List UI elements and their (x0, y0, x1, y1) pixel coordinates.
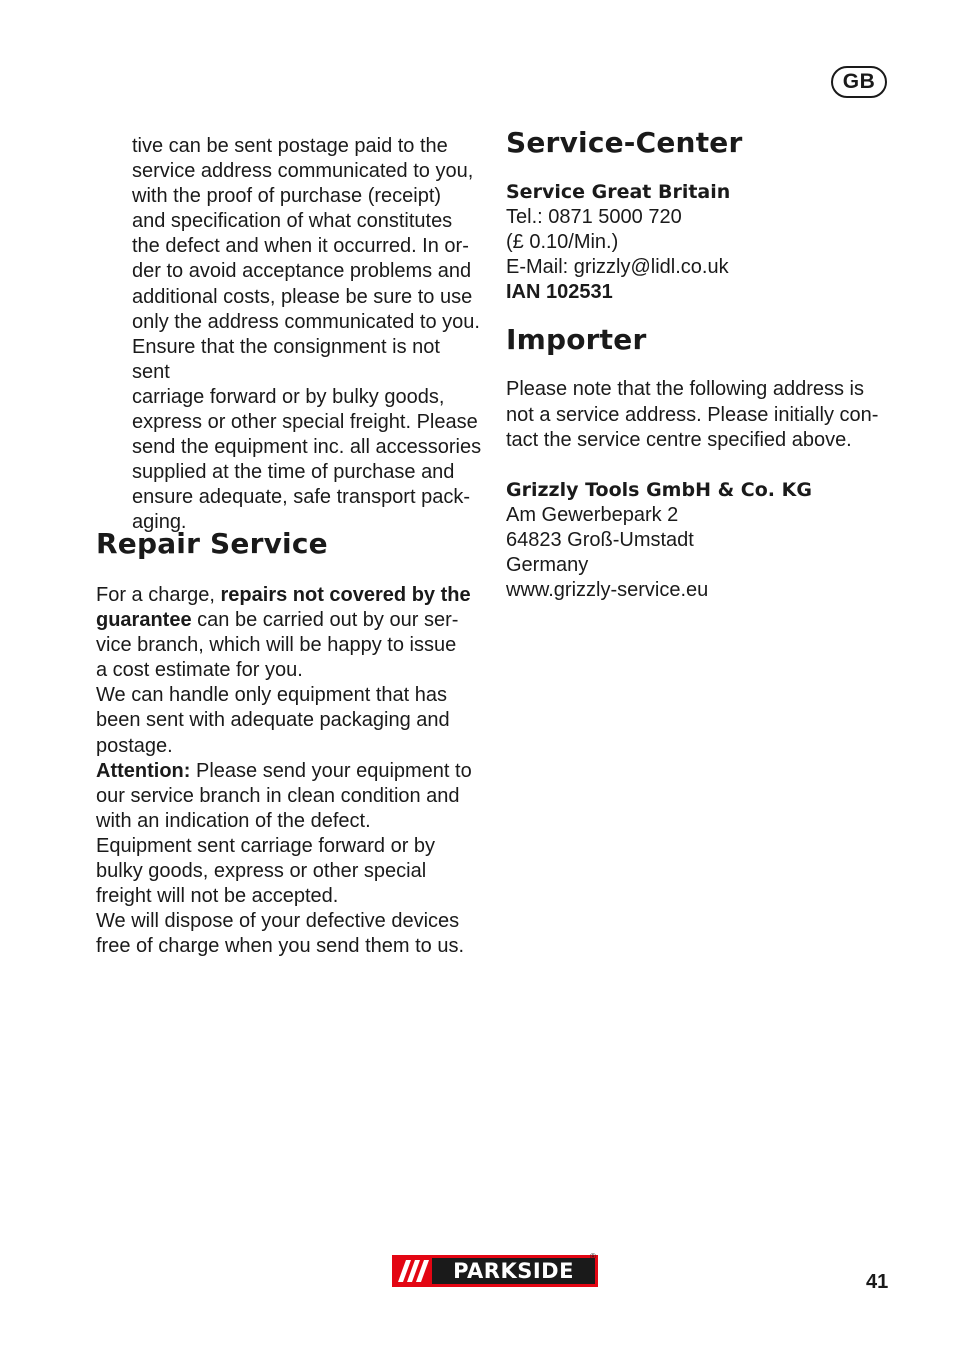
text-line: der to avoid acceptance problems and (132, 260, 472, 283)
text-line: We will dispose of your defective devices (96, 910, 460, 933)
repair-service-heading: Repair Service (96, 527, 328, 560)
text-line: and specification of what constitutes (132, 210, 453, 233)
text-line: express or other special freight. Please (132, 411, 478, 434)
text-line: only the address communicated to you. (132, 310, 480, 333)
text-plain: Please send your equipment to (190, 759, 472, 782)
text-line: tive can be sent postage paid to the (132, 135, 448, 157)
text-line: supplied at the time of purchase and (132, 461, 455, 484)
website-line: www.grizzly-service.eu (506, 579, 709, 602)
text-line: with an indication of the defect. (96, 809, 371, 832)
text-line: our service branch in clean condition and (96, 784, 460, 807)
text-line: with the proof of purchase (receipt) (132, 185, 442, 208)
text-line: aging. (132, 511, 187, 534)
company-name: Grizzly Tools GmbH & Co. KG (506, 478, 812, 501)
service-subheading: Service Great Britain (506, 181, 731, 203)
text-line: Equipment sent carriage forward or by (96, 834, 436, 857)
logo-wordmark: PARKSIDE (432, 1258, 595, 1284)
text-plain: For a charge, (96, 584, 221, 606)
text-line (96, 608, 476, 633)
text-line: send the equipment inc. all accessories (132, 436, 482, 459)
email-line: E-Mail: grizzly@lidl.co.uk (506, 256, 729, 279)
text-line: Ensure that the consignment is not sent (132, 335, 440, 383)
text-line: Please note that the following address is (506, 378, 864, 401)
logo-stripes-icon (392, 1255, 432, 1287)
text-plain: can be carried out by our ser- (191, 609, 459, 632)
text-line: been sent with adequate packaging and (96, 709, 450, 732)
text-line: the defect and when it occurred. In or- (132, 235, 469, 258)
ian-number: IAN 102531 (506, 281, 613, 304)
text-line: service address communicated to you, (132, 160, 474, 183)
registered-mark: ® (590, 1252, 596, 1261)
service-center-section (506, 126, 896, 603)
text-line: free of charge when you send them to us. (96, 935, 464, 958)
address-line: Am Gewerbepark 2 (506, 503, 679, 526)
address-line: 64823 Groß-Umstadt (506, 528, 694, 551)
text-line: freight will not be accepted. (96, 885, 339, 908)
text-line: a cost estimate for you. (96, 659, 303, 682)
attention-label: Attention: (96, 759, 191, 782)
text-line: postage. (96, 734, 173, 757)
phone-line: Tel.: 0871 5000 720 (506, 206, 682, 229)
text-bold: guarantee (96, 609, 192, 632)
text-line (96, 583, 476, 608)
text-line: not a service address. Please initially con- (506, 403, 879, 426)
language-badge: GB (831, 66, 887, 98)
text-line (96, 759, 476, 784)
text-line: additional costs, please be sure to use (132, 285, 473, 308)
text-line: carriage forward or by bulky goods, (132, 385, 445, 408)
parkside-logo (392, 1255, 598, 1287)
repair-service-section (96, 527, 476, 959)
rate-line: (£ 0.10/Min.) (506, 231, 619, 254)
importer-heading: Importer (506, 323, 647, 357)
text-line: ensure adequate, safe transport pack- (132, 486, 470, 509)
warranty-continued-text (132, 134, 482, 536)
service-center-heading: Service-Center (506, 126, 743, 159)
text-bold: repairs not covered by the (220, 584, 471, 606)
page-number: 41 (866, 1271, 889, 1293)
text-line: vice branch, which will be happy to issue (96, 634, 457, 657)
address-line: Germany (506, 554, 589, 577)
text-line: bulky goods, express or other special (96, 860, 427, 883)
text-line: We can handle only equipment that has (96, 684, 447, 707)
text-line: tact the service centre specified above. (506, 428, 852, 451)
